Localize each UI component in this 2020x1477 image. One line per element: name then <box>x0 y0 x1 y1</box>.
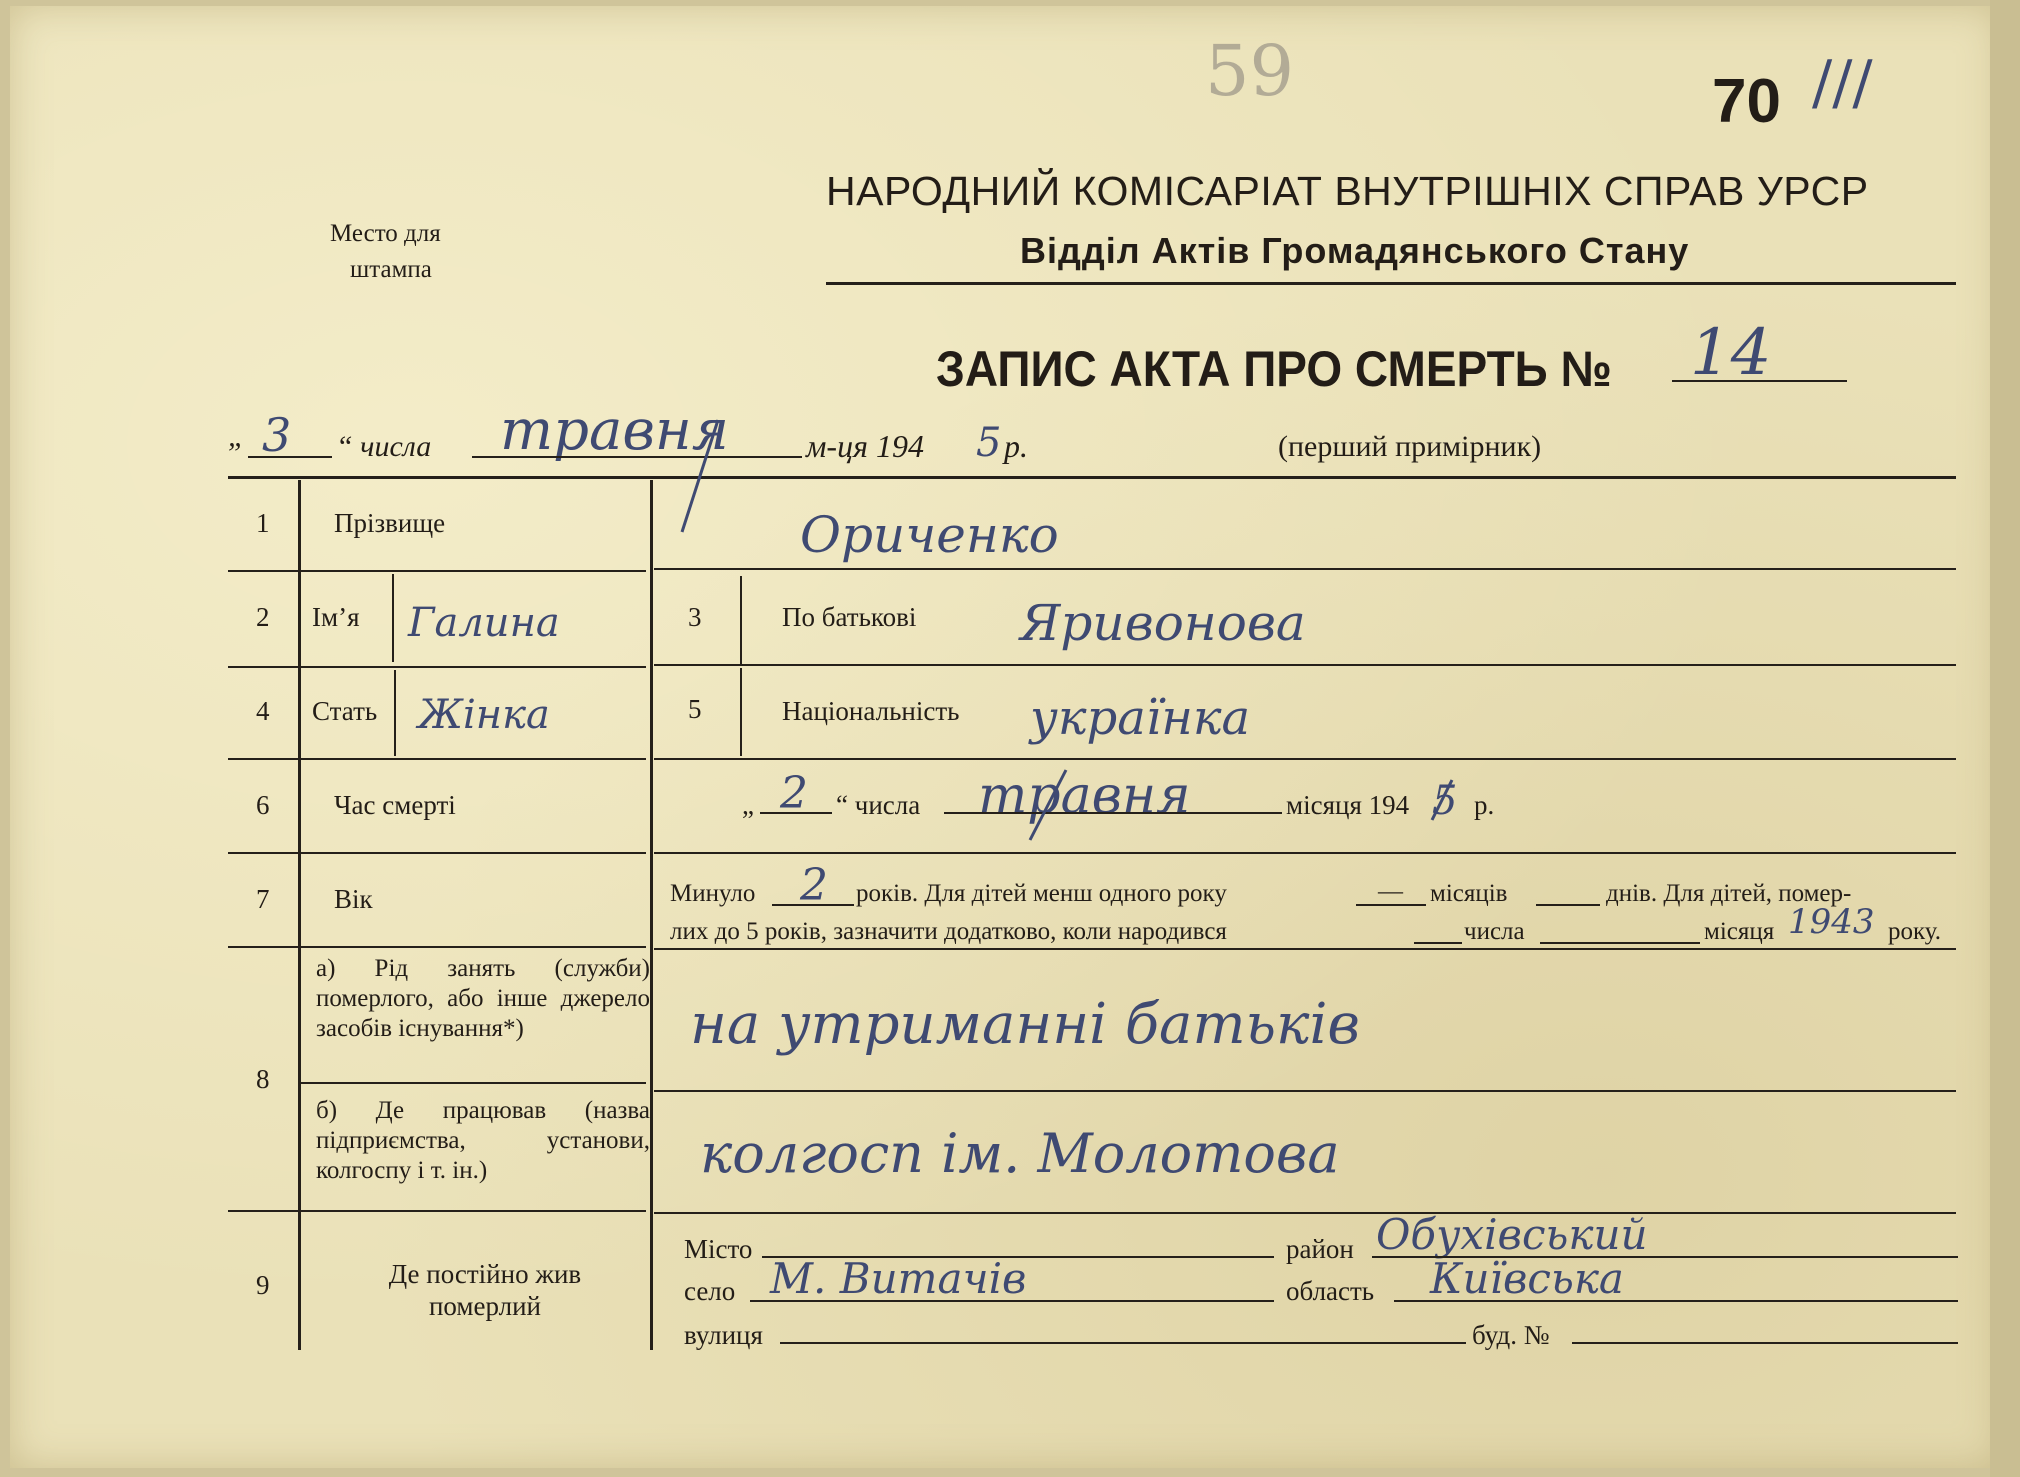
date-month-blank <box>472 456 802 458</box>
date-year-digit: 5 <box>976 420 1002 466</box>
date-month-suffix: м-ця 194 <box>806 428 924 464</box>
street-label: вулиця <box>684 1320 763 1350</box>
age-months-blank: — <box>1378 878 1403 905</box>
age-text-day: числа <box>1464 918 1525 945</box>
occupation-value: на утриманні батьків <box>690 992 1360 1057</box>
birth-year: 1943 <box>1788 902 1875 942</box>
nationality-num-divider <box>740 668 742 756</box>
house-label: буд. № <box>1472 1320 1550 1350</box>
house-line <box>1572 1342 1958 1344</box>
date-year-suffix: р. <box>1004 428 1028 464</box>
district-label: район <box>1286 1234 1354 1264</box>
row-sep-5-left <box>228 946 646 948</box>
age-text-infants: років. Для дітей менш одного року <box>856 880 1227 907</box>
header-underline <box>826 282 1956 285</box>
age-years: 2 <box>800 860 828 911</box>
copy-note: (перший примірник) <box>1278 430 1542 463</box>
patronymic-value: Яривонова <box>1020 594 1306 652</box>
pencil-number: 59 <box>1205 30 1295 112</box>
date-open-quote: „ <box>228 420 245 453</box>
name-label-divider <box>392 574 394 662</box>
death-year-suffix: р. <box>1474 790 1495 820</box>
row-sep-4-right <box>654 852 1956 854</box>
row-sep-6-right <box>654 1212 1956 1214</box>
row-sep-5-right <box>654 948 1956 950</box>
death-year-digit: 5 <box>1432 778 1458 824</box>
death-month: травня <box>978 766 1191 826</box>
age-text-month: місяця <box>1704 918 1775 945</box>
date-day-blank <box>248 456 332 458</box>
age-days-line <box>1536 904 1600 906</box>
age-years-blank <box>772 904 854 906</box>
sex-label-divider <box>394 670 396 756</box>
age-text-born: лих до 5 років, зазначити додатково, коли народився <box>670 918 1227 945</box>
patronymic-label: По батькові <box>782 602 917 632</box>
row-sep-8a-right <box>654 1090 1956 1092</box>
death-chysla: “ числа <box>836 790 921 820</box>
death-record-card <box>10 6 2000 1468</box>
age-months-line <box>1356 904 1426 906</box>
death-day-blank <box>760 812 832 814</box>
archive-number: 70 <box>1712 67 1781 136</box>
age-text-passed: Минуло <box>670 880 756 907</box>
row-sep-3-left <box>228 758 646 760</box>
row9-number: 9 <box>256 1270 270 1300</box>
city-label: Місто <box>684 1234 753 1264</box>
death-day: 2 <box>780 768 808 819</box>
first-name-value: Галина <box>408 600 560 646</box>
department-heading: Відділ Актів Громадянського Стану <box>1020 230 1690 271</box>
stamp-place-line2: штампа <box>350 256 432 283</box>
age-born-month-line <box>1540 942 1700 944</box>
row3-number: 3 <box>688 602 702 632</box>
age-text-year: року. <box>1888 918 1942 945</box>
row-sep-4-left <box>228 852 646 854</box>
occupation-label: а) Рід занять (служби) померлого, або інше джерело засобів існування*) <box>316 955 650 1042</box>
death-month-blank <box>944 812 1282 814</box>
row-sep-2-left <box>228 666 646 668</box>
date-month: травня <box>500 398 729 463</box>
workplace-value: колгосп ім. Молотова <box>700 1122 1340 1185</box>
nationality-label: Національність <box>782 696 960 726</box>
record-number-blank <box>1672 380 1847 382</box>
row8-number: 8 <box>256 1064 270 1094</box>
age-text-children: днів. Для дітей, помер- <box>1606 880 1852 907</box>
region-line <box>1394 1300 1958 1302</box>
record-title: ЗАПИС АКТА ПРО СМЕРТЬ № <box>936 341 1612 397</box>
residence-label: Де постійно жив померлий <box>388 1259 582 1321</box>
row6-number: 6 <box>256 790 270 820</box>
district-value: Обухівський <box>1376 1210 1648 1259</box>
row-sep-3-right <box>654 758 1956 760</box>
village-line <box>750 1300 1274 1302</box>
sex-value: Жінка <box>418 692 550 738</box>
workplace-label: б) Де працював (назва підприємства, установи, колгоспу і т. ін.) <box>316 1097 650 1184</box>
record-number: 14 <box>1690 316 1772 390</box>
village-label: село <box>684 1276 736 1306</box>
first-name-label: Ім’я <box>312 602 360 632</box>
stamp-place-line1: Место для <box>330 220 441 247</box>
age-text-months: місяців <box>1430 880 1508 907</box>
row1-number: 1 <box>256 508 270 538</box>
region-value: Київська <box>1430 1254 1624 1303</box>
nationality-value: українка <box>1030 690 1251 746</box>
surname-label: Прізвище <box>334 508 446 538</box>
sex-label: Стать <box>312 696 378 726</box>
row2-number: 2 <box>256 602 270 632</box>
paper-edge <box>1990 0 2020 1477</box>
region-label: область <box>1286 1276 1375 1306</box>
patronymic-num-divider <box>740 576 742 664</box>
date-day: 3 <box>262 408 292 462</box>
row4-number: 4 <box>256 696 270 726</box>
row-sep-8a-left <box>300 1082 646 1084</box>
death-time-label: Час смерті <box>334 790 456 820</box>
age-born-day-line <box>1414 942 1462 944</box>
row-sep-1-left <box>228 570 646 572</box>
street-line <box>780 1342 1466 1344</box>
row5-number: 5 <box>688 694 702 724</box>
table-col1-divider <box>298 480 301 1350</box>
table-top-line <box>228 476 1956 479</box>
table-col2-divider <box>650 480 653 1350</box>
row-sep-1-right <box>654 568 1956 570</box>
age-label: Вік <box>334 884 373 914</box>
village-value: М. Витачів <box>770 1254 1027 1303</box>
death-month-suffix: місяця 194 <box>1286 790 1410 820</box>
surname-value: Ориченко <box>800 506 1059 564</box>
ministry-heading: НАРОДНИЙ КОМІСАРІАТ ВНУТРІШНІХ СПРАВ УРСР <box>826 168 1869 214</box>
date-chysla: “ числа <box>336 430 432 463</box>
row-sep-2-right <box>654 664 1956 666</box>
archive-number-mark-icon: /// <box>1812 48 1873 118</box>
death-open-quote: „ <box>742 790 754 820</box>
row7-number: 7 <box>256 884 270 914</box>
row-sep-6-left <box>228 1210 646 1212</box>
